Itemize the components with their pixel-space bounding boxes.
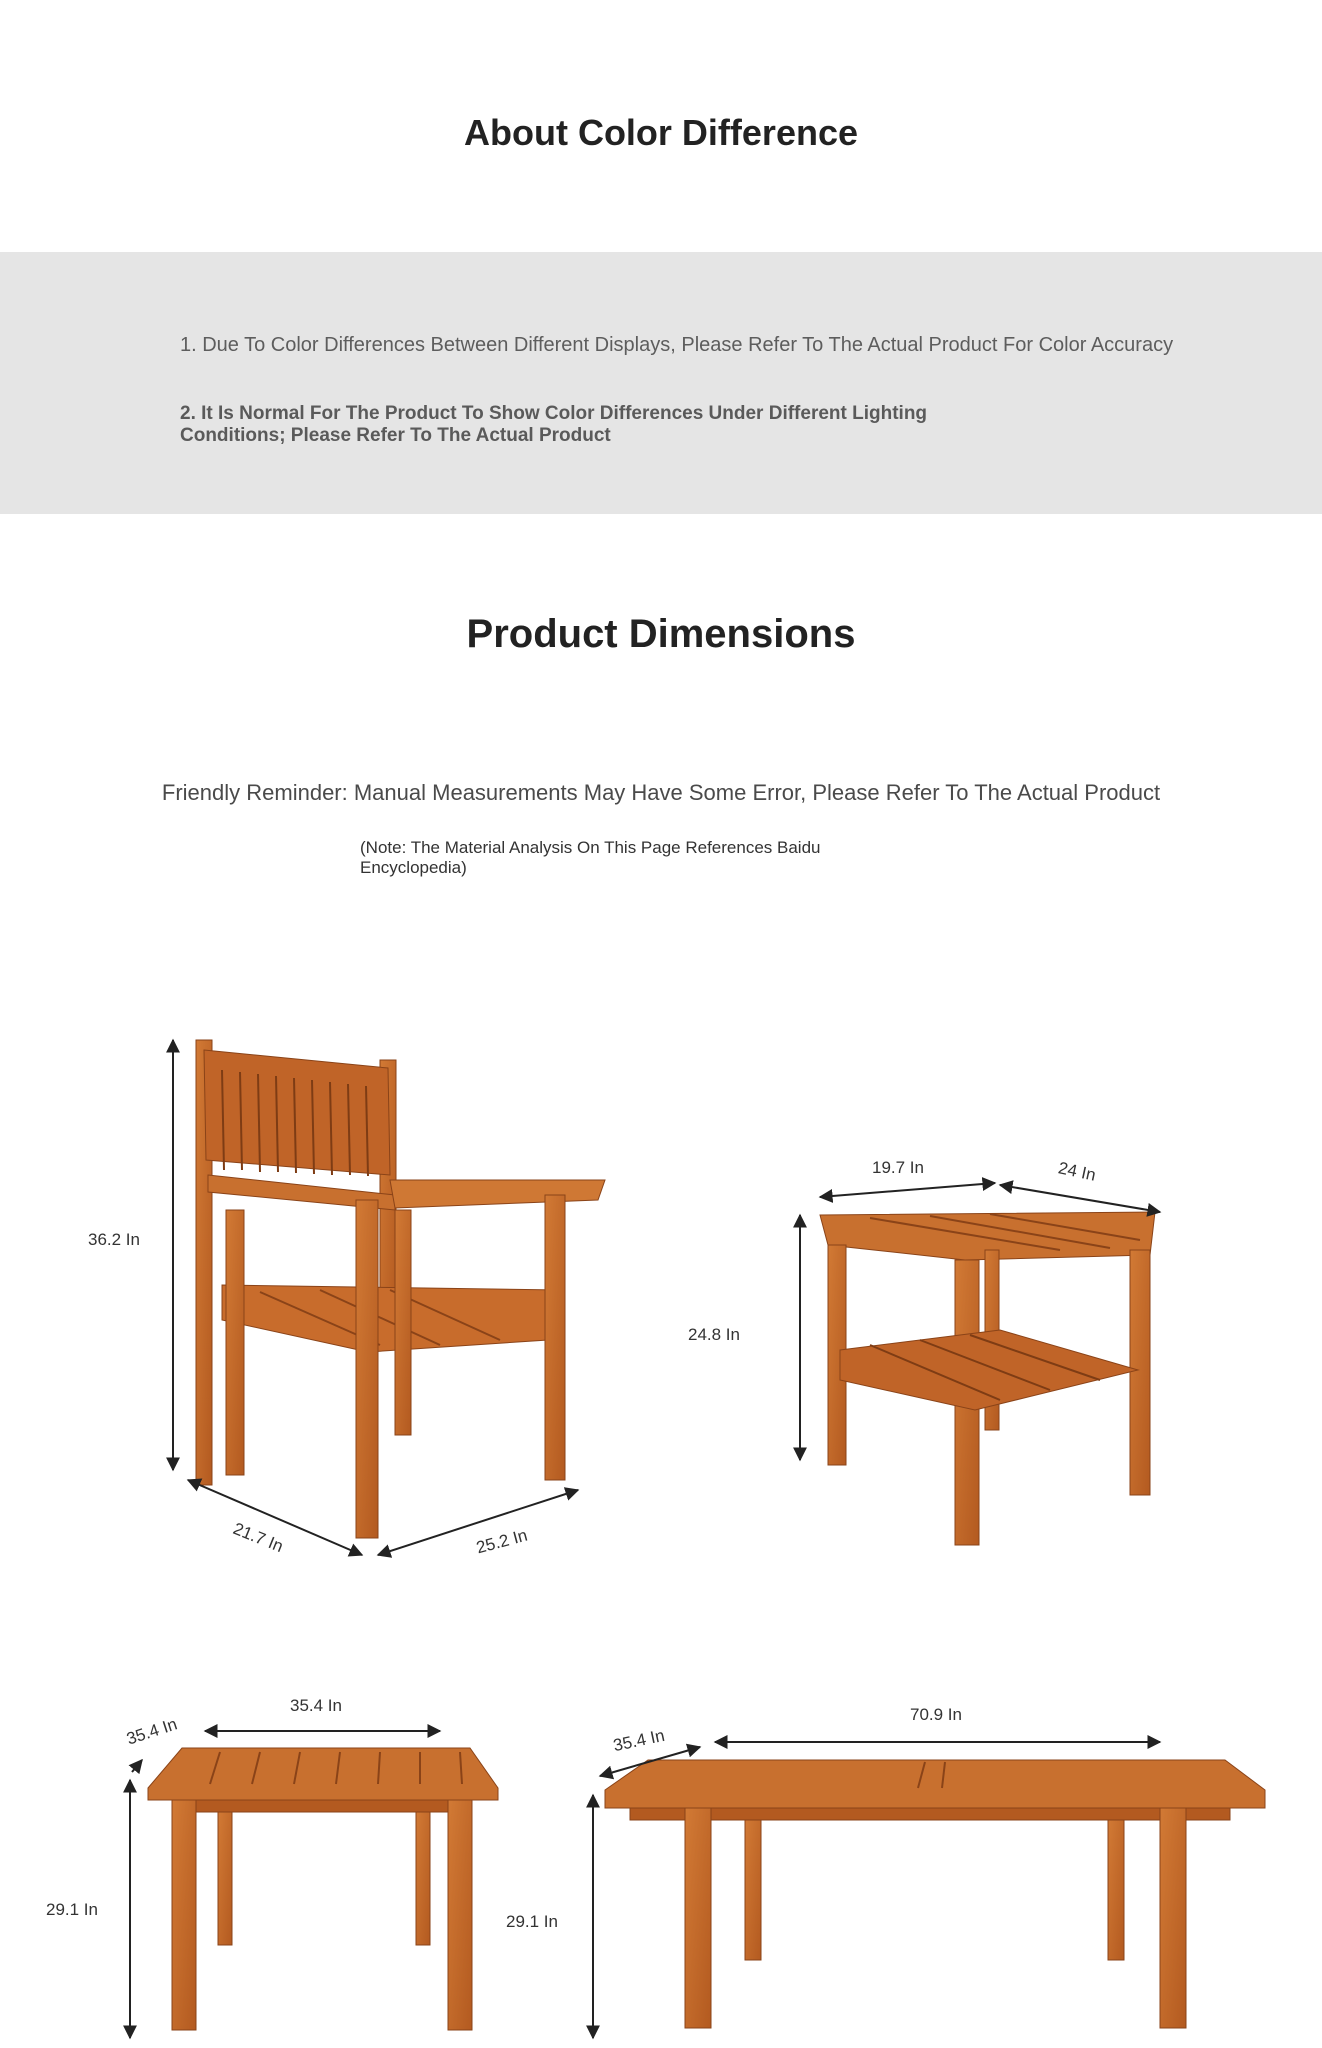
chair-height-label: 36.2 In: [88, 1230, 140, 1249]
rect-table-length-label: 70.9 In: [910, 1705, 962, 1724]
product-dimensions-title: Product Dimensions: [466, 612, 856, 656]
measurement-reminder: Friendly Reminder: Manual Measurements May Have Some Error, Please Refer To The Actual Product: [161, 780, 1161, 805]
side-table-width-label: 19.7 In: [872, 1158, 924, 1177]
square-table-width-label: 35.4 In: [290, 1696, 342, 1715]
rect-table-height-label: 29.1 In: [506, 1912, 558, 1931]
material-note: (Note: The Material Analysis On This Page References Baidu Encyclopedia): [360, 838, 821, 877]
square-table-image: [148, 1748, 498, 2030]
side-table-depth-label: 24 In: [1056, 1158, 1098, 1185]
color-difference-title: About Color Difference: [463, 112, 858, 153]
rectangular-table-image: [605, 1760, 1265, 2028]
chair-depth-label: 21.7 In: [230, 1518, 286, 1557]
side-table-image: [820, 1212, 1155, 1545]
chair-width-label: 25.2 In: [474, 1525, 530, 1558]
side-table-height-label: 24.8 In: [688, 1325, 740, 1344]
square-table-height-label: 29.1 In: [46, 1900, 98, 1919]
color-note-1: 1. Due To Color Differences Between Different Displays, Please Refer To The Actual Product For Color Accuracy: [180, 334, 1174, 356]
color-note-2: 2. It Is Normal For The Product To Show Color Differences Under Different Lighting Conditions; Please Refer To The Actual Product: [180, 403, 928, 446]
chair-image: [196, 1040, 605, 1538]
square-table-depth-label: 35.4 In: [124, 1714, 180, 1749]
rect-table-depth-label: 35.4 In: [611, 1725, 667, 1756]
